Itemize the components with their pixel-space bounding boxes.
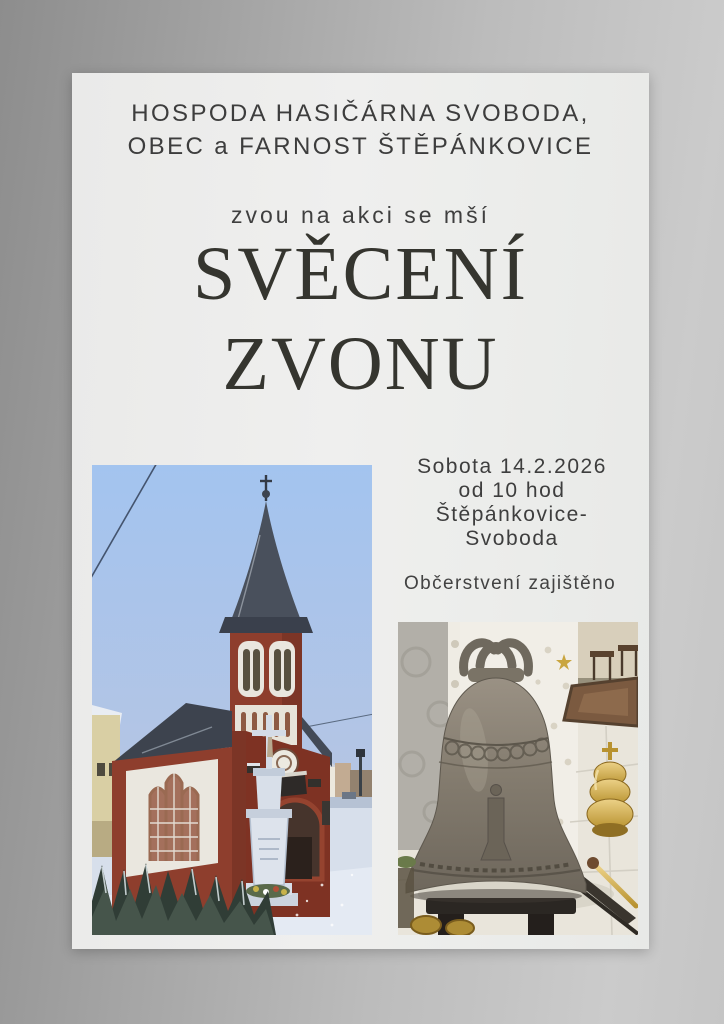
poster-subtitle: zvou na akci se mší — [231, 202, 490, 228]
chapel-photo — [92, 465, 372, 935]
refreshments-note: Občerstvení zajištěno — [403, 573, 617, 594]
event-place-1: Štěpánkovice- — [435, 503, 589, 526]
bell-photo-graphic — [398, 622, 638, 935]
event-date: Sobota 14.2.2026 — [417, 455, 607, 478]
poster-card — [72, 73, 649, 949]
bell-photo — [398, 622, 638, 935]
header-line-1: HOSPODA HASIČÁRNA SVOBODA, — [131, 100, 590, 127]
event-info — [390, 455, 634, 551]
title-line-1: SVĚCENÍ — [193, 232, 528, 316]
poster-header — [72, 97, 649, 163]
event-time: od 10 hod — [458, 479, 566, 502]
header-line-2: OBEC a FARNOST ŠTĚPÁNKOVICE — [127, 133, 594, 160]
poster-title — [72, 229, 649, 409]
chapel-photo-graphic — [92, 465, 372, 935]
title-line-2: ZVONU — [222, 322, 499, 406]
event-place-2: Svoboda — [465, 527, 559, 550]
